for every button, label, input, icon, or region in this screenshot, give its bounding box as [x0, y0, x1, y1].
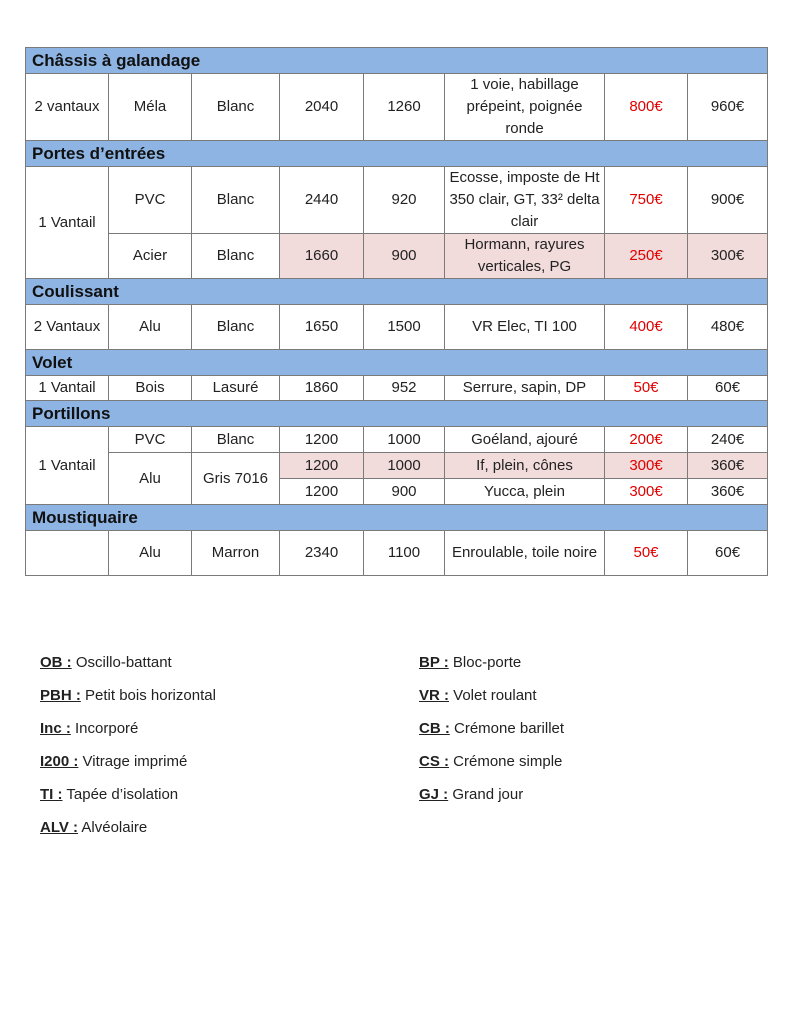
section-header	[26, 279, 768, 305]
legend-abbr: Inc :	[40, 720, 71, 737]
description-cell: Ecosse, imposte de Ht 350 clair, GT, 33² delta clair	[445, 167, 605, 234]
table-row	[26, 376, 768, 401]
material-cell: Alu	[109, 531, 192, 576]
price-red-cell: 400€	[605, 305, 688, 350]
description-cell: Serrure, sapin, DP	[445, 376, 605, 401]
legend-meaning: Petit bois horizontal	[80, 687, 216, 704]
price-red-cell: 50€	[605, 376, 688, 401]
legend-meaning: Tapée d’isolation	[62, 786, 179, 803]
height-cell: 2040	[280, 74, 364, 141]
section-title: Coulissant	[26, 279, 768, 305]
width-cell: 1500	[364, 305, 445, 350]
leaves-cell: 1 Vantail	[26, 427, 109, 505]
material-cell: PVC	[109, 167, 192, 234]
finish-cell: Marron	[192, 531, 280, 576]
leaves-cell	[26, 531, 109, 576]
legend-meaning: Alvéolaire	[78, 819, 148, 836]
table-row	[26, 453, 768, 479]
section-header	[26, 505, 768, 531]
price-red-cell: 300€	[605, 453, 688, 479]
height-cell: 1200	[280, 427, 364, 453]
description-cell: Yucca, plein	[445, 479, 605, 505]
material-cell: Acier	[109, 234, 192, 279]
description-cell: 1 voie, habillage prépeint, poignée ronde	[445, 74, 605, 141]
legend-entry	[419, 784, 564, 817]
price-cell: 360€	[688, 453, 768, 479]
price-cell: 900€	[688, 167, 768, 234]
legend-entry	[40, 784, 216, 817]
table-row	[26, 531, 768, 576]
legend-left	[40, 652, 216, 850]
width-cell: 1000	[364, 427, 445, 453]
table-row	[26, 427, 768, 453]
finish-cell: Blanc	[192, 305, 280, 350]
finish-cell: Blanc	[192, 234, 280, 279]
description-cell: Enroulable, toile noire	[445, 531, 605, 576]
leaves-cell: 2 vantaux	[26, 74, 109, 141]
legend-entry	[40, 652, 216, 685]
price-red-cell: 800€	[605, 74, 688, 141]
section-title: Volet	[26, 350, 768, 376]
section-header	[26, 350, 768, 376]
description-cell: VR Elec, TI 100	[445, 305, 605, 350]
width-cell: 900	[364, 234, 445, 279]
legend-abbr: CS :	[419, 753, 449, 770]
height-cell: 1860	[280, 376, 364, 401]
legend-abbr: TI :	[40, 786, 63, 803]
material-cell: Alu	[109, 305, 192, 350]
height-cell: 1200	[280, 453, 364, 479]
legend-entry	[40, 718, 216, 751]
material-cell: Alu	[109, 453, 192, 505]
legend-meaning: Grand jour	[448, 786, 524, 803]
table-row	[26, 74, 768, 141]
legend-abbr: CB :	[419, 720, 450, 737]
legend-entry	[419, 751, 564, 784]
width-cell: 952	[364, 376, 445, 401]
section-header	[26, 48, 768, 74]
legend-meaning: Crémone simple	[449, 753, 563, 770]
legend-entry	[40, 751, 216, 784]
height-cell: 1660	[280, 234, 364, 279]
legend-meaning: Bloc-porte	[448, 654, 522, 671]
width-cell: 1100	[364, 531, 445, 576]
section-header	[26, 141, 768, 167]
table-row	[26, 305, 768, 350]
section-header	[26, 401, 768, 427]
legend-entry	[419, 718, 564, 751]
legend-abbr: VR :	[419, 687, 449, 704]
legend-abbr: GJ :	[419, 786, 449, 803]
section-title: Portes d’entrées	[26, 141, 768, 167]
material-cell: PVC	[109, 427, 192, 453]
finish-cell: Lasuré	[192, 376, 280, 401]
legend-entry	[40, 817, 216, 850]
table-row	[26, 234, 768, 279]
legend-abbr: PBH :	[40, 687, 81, 704]
height-cell: 2340	[280, 531, 364, 576]
price-cell: 240€	[688, 427, 768, 453]
leaves-cell: 1 Vantail	[26, 376, 109, 401]
material-cell: Bois	[109, 376, 192, 401]
price-cell: 300€	[688, 234, 768, 279]
width-cell: 920	[364, 167, 445, 234]
legend-entry	[419, 685, 564, 718]
price-red-cell: 200€	[605, 427, 688, 453]
legend-meaning: Oscillo-battant	[71, 654, 172, 671]
finish-cell: Blanc	[192, 167, 280, 234]
legend-meaning: Incorporé	[70, 720, 139, 737]
price-cell: 60€	[688, 376, 768, 401]
legend-abbr: I200 :	[40, 753, 79, 770]
price-red-cell: 750€	[605, 167, 688, 234]
description-cell: If, plein, cônes	[445, 453, 605, 479]
legend-abbr: BP :	[419, 654, 449, 671]
height-cell: 1650	[280, 305, 364, 350]
price-table	[25, 47, 768, 576]
finish-cell: Blanc	[192, 74, 280, 141]
legend-entry	[40, 685, 216, 718]
finish-cell: Blanc	[192, 427, 280, 453]
description-cell: Hormann, rayures verticales, PG	[445, 234, 605, 279]
finish-cell: Gris 7016	[192, 453, 280, 505]
leaves-cell: 2 Vantaux	[26, 305, 109, 350]
width-cell: 900	[364, 479, 445, 505]
legend-meaning: Vitrage imprimé	[78, 753, 188, 770]
price-red-cell: 250€	[605, 234, 688, 279]
section-title: Châssis à galandage	[26, 48, 768, 74]
table-row	[26, 167, 768, 234]
price-cell: 960€	[688, 74, 768, 141]
leaves-cell: 1 Vantail	[26, 167, 109, 279]
legend-meaning: Volet roulant	[449, 687, 537, 704]
height-cell: 2440	[280, 167, 364, 234]
legend-entry	[419, 652, 564, 685]
height-cell: 1200	[280, 479, 364, 505]
section-title: Moustiquaire	[26, 505, 768, 531]
legend-abbr: OB :	[40, 654, 72, 671]
width-cell: 1000	[364, 453, 445, 479]
price-cell: 60€	[688, 531, 768, 576]
price-cell: 480€	[688, 305, 768, 350]
legend-abbr: ALV :	[40, 819, 79, 836]
material-cell: Méla	[109, 74, 192, 141]
width-cell: 1260	[364, 74, 445, 141]
price-red-cell: 300€	[605, 479, 688, 505]
section-title: Portillons	[26, 401, 768, 427]
description-cell: Goéland, ajouré	[445, 427, 605, 453]
legend-meaning: Crémone barillet	[449, 720, 565, 737]
price-cell: 360€	[688, 479, 768, 505]
price-red-cell: 50€	[605, 531, 688, 576]
legend-right	[419, 652, 564, 817]
